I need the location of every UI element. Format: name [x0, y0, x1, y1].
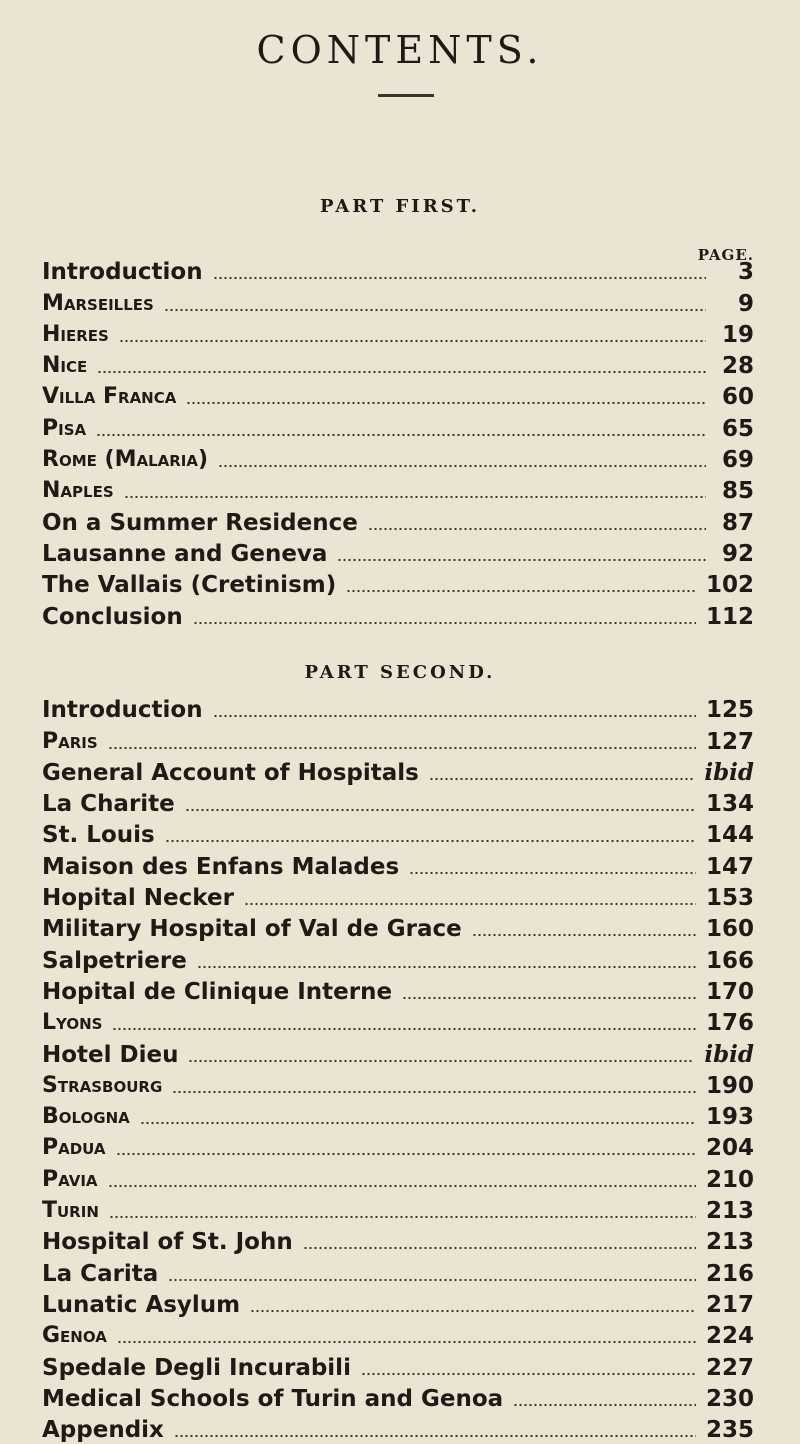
toc-entry-page: 193 — [705, 1104, 754, 1131]
toc-entry-page: 144 — [705, 822, 754, 849]
dot-leader — [346, 589, 696, 593]
toc-entry-label: Hopital de Clinique Interne — [42, 978, 393, 1005]
toc-entry — [42, 599, 754, 630]
toc-entry-page: 227 — [705, 1354, 754, 1381]
part-second-heading: PART SECOND. — [304, 662, 496, 683]
toc-entry-page: 69 — [721, 447, 754, 474]
toc-entry-page: 60 — [721, 384, 754, 411]
dot-leader — [409, 871, 696, 875]
toc-entry — [42, 1382, 754, 1413]
toc-entry-label: Pavia — [42, 1166, 98, 1192]
toc-entry-page: ibid — [704, 758, 754, 786]
dot-leader — [193, 621, 696, 625]
toc-entry-page: 102 — [705, 572, 754, 599]
toc-entry-page: 213 — [705, 1198, 754, 1225]
toc-entry-label: Hospital of St. John — [42, 1229, 293, 1256]
toc-entry — [42, 255, 754, 286]
dot-leader — [244, 902, 696, 906]
dot-leader — [368, 527, 706, 531]
part-first-heading: PART FIRST. — [320, 196, 480, 217]
dot-leader — [140, 1121, 696, 1125]
toc-entry-label: Introduction — [42, 697, 203, 724]
dot-leader — [361, 1372, 696, 1376]
toc-entry — [42, 1006, 754, 1037]
toc-entry-page: 204 — [705, 1135, 754, 1162]
toc-entry-label: Paris — [42, 728, 98, 754]
dot-leader — [218, 464, 706, 468]
toc-entry-page: 134 — [705, 791, 754, 818]
toc-entry-label: La Charite — [42, 791, 175, 818]
toc-entry-label: Pisa — [42, 415, 87, 441]
page-title: CONTENTS. — [256, 28, 544, 72]
toc-entry — [42, 693, 754, 724]
toc-entry — [42, 318, 754, 349]
toc-entry — [42, 1413, 754, 1444]
toc-entry-page: 217 — [705, 1291, 754, 1318]
toc-entry — [42, 1069, 754, 1100]
toc-entry — [42, 1131, 754, 1162]
toc-entry-label: Appendix — [42, 1417, 164, 1444]
dot-leader — [108, 746, 696, 750]
toc-entry-page: 235 — [705, 1417, 754, 1444]
toc-entry — [42, 724, 754, 755]
toc-entry-label: La Carita — [42, 1260, 159, 1287]
toc-entry — [42, 1194, 754, 1225]
toc-entry-label: Naples — [42, 478, 114, 504]
toc-entry-label: Padua — [42, 1135, 106, 1161]
toc-entry-label: General Account of Hospitals — [42, 759, 419, 786]
toc-entry-label: On a Summer Residence — [42, 509, 358, 536]
toc-entry-page: 147 — [705, 853, 754, 880]
toc-entry — [42, 349, 754, 380]
toc-entry — [42, 975, 754, 1006]
toc-entry-page: 19 — [721, 321, 754, 348]
toc-entry-page: 190 — [705, 1072, 754, 1099]
toc-entry — [42, 443, 754, 474]
toc-entry-label: Salpetriere — [42, 947, 187, 974]
toc-entry-label: Villa Franca — [42, 384, 177, 410]
toc-entry — [42, 849, 754, 880]
toc-entry-page: 213 — [705, 1229, 754, 1256]
dot-leader — [429, 777, 695, 781]
toc-entry-label: Rome (Malaria) — [42, 447, 209, 473]
toc-part-first — [42, 255, 754, 631]
dot-leader — [116, 1152, 696, 1156]
toc-entry-page: 85 — [721, 478, 754, 505]
toc-entry-page: 65 — [721, 415, 754, 442]
toc-entry — [42, 1100, 754, 1131]
toc-entry — [42, 943, 754, 974]
toc-entry-page: 28 — [721, 353, 754, 380]
dot-leader — [168, 1278, 696, 1282]
toc-entry-label: Lyons — [42, 1010, 103, 1036]
dot-leader — [186, 401, 706, 405]
toc-entry-page: 92 — [721, 540, 754, 567]
toc-entry — [42, 756, 754, 787]
toc-entry-page: 127 — [705, 728, 754, 755]
toc-entry — [42, 1350, 754, 1381]
dot-leader — [124, 495, 706, 499]
toc-entry-page: 176 — [705, 1010, 754, 1037]
toc-entry-page: 210 — [705, 1166, 754, 1193]
toc-entry-page: 216 — [705, 1260, 754, 1287]
dot-leader — [174, 1434, 696, 1438]
toc-entry — [42, 411, 754, 442]
toc-entry-page: ibid — [704, 1040, 754, 1068]
dot-leader — [402, 996, 696, 1000]
toc-part-second — [42, 693, 754, 1444]
toc-entry — [42, 1288, 754, 1319]
toc-entry-label: Introduction — [42, 259, 203, 286]
toc-entry-label: Hopital Necker — [42, 885, 234, 912]
dot-leader — [117, 1340, 696, 1344]
dot-leader — [188, 1059, 694, 1063]
toc-entry-label: Strasbourg — [42, 1072, 163, 1098]
dot-leader — [250, 1309, 696, 1313]
page-column-heading: PAGE. — [697, 246, 754, 264]
toc-entry — [42, 380, 754, 411]
toc-entry-page: 160 — [705, 916, 754, 943]
toc-entry-page: 3 — [737, 259, 754, 286]
dot-leader — [303, 1246, 696, 1250]
toc-entry-page: 170 — [705, 978, 754, 1005]
toc-entry-page: 153 — [705, 885, 754, 912]
toc-entry-label: Military Hospital of Val de Grace — [42, 916, 462, 943]
toc-entry — [42, 568, 754, 599]
toc-entry — [42, 474, 754, 505]
toc-entry — [42, 1037, 754, 1068]
toc-entry-label: Medical Schools of Turin and Genoa — [42, 1385, 504, 1412]
dot-leader — [213, 714, 696, 718]
toc-entry — [42, 286, 754, 317]
dot-leader — [108, 1184, 696, 1188]
toc-entry — [42, 881, 754, 912]
dot-leader — [197, 965, 696, 969]
dot-leader — [164, 308, 706, 312]
toc-entry-page: 125 — [705, 697, 754, 724]
toc-entry — [42, 505, 754, 536]
toc-entry-label: Marseilles — [42, 290, 154, 316]
toc-entry-page: 166 — [705, 947, 754, 974]
toc-entry-label: Hieres — [42, 321, 109, 347]
toc-entry-label: Lunatic Asylum — [42, 1291, 241, 1318]
toc-entry-label: Genoa — [42, 1323, 107, 1349]
toc-entry — [42, 1319, 754, 1350]
toc-entry — [42, 787, 754, 818]
toc-entry — [42, 1256, 754, 1287]
toc-entry-label: Hotel Dieu — [42, 1041, 179, 1068]
dot-leader — [185, 808, 696, 812]
title-rule — [378, 94, 434, 97]
toc-entry-label: Conclusion — [42, 603, 183, 630]
dot-leader — [112, 1027, 696, 1031]
dot-leader — [337, 558, 706, 562]
toc-entry — [42, 1225, 754, 1256]
dot-leader — [513, 1403, 696, 1407]
dot-leader — [119, 339, 706, 343]
dot-leader — [97, 370, 706, 374]
dot-leader — [472, 933, 696, 937]
toc-entry-label: Spedale Degli Incurabili — [42, 1354, 351, 1381]
dot-leader — [109, 1215, 696, 1219]
toc-entry — [42, 818, 754, 849]
toc-entry-page: 9 — [737, 290, 754, 317]
toc-entry-label: Maison des Enfans Malades — [42, 853, 400, 880]
toc-entry-page: 224 — [705, 1323, 754, 1350]
dot-leader — [96, 433, 706, 437]
toc-entry — [42, 1162, 754, 1193]
toc-entry — [42, 912, 754, 943]
toc-entry — [42, 537, 754, 568]
toc-entry-label: Bologna — [42, 1104, 130, 1130]
dot-leader — [165, 839, 696, 843]
dot-leader — [213, 276, 706, 280]
toc-entry-page: 230 — [705, 1385, 754, 1412]
toc-entry-label: Turin — [42, 1198, 99, 1224]
toc-entry-label: Lausanne and Geneva — [42, 540, 328, 567]
toc-entry-label: Nice — [42, 353, 88, 379]
dot-leader — [172, 1090, 696, 1094]
toc-entry-label: The Vallais (Cretinism) — [42, 572, 337, 599]
toc-entry-label: St. Louis — [42, 822, 155, 849]
toc-entry-page: 87 — [721, 509, 754, 536]
toc-entry-page: 112 — [705, 603, 754, 630]
